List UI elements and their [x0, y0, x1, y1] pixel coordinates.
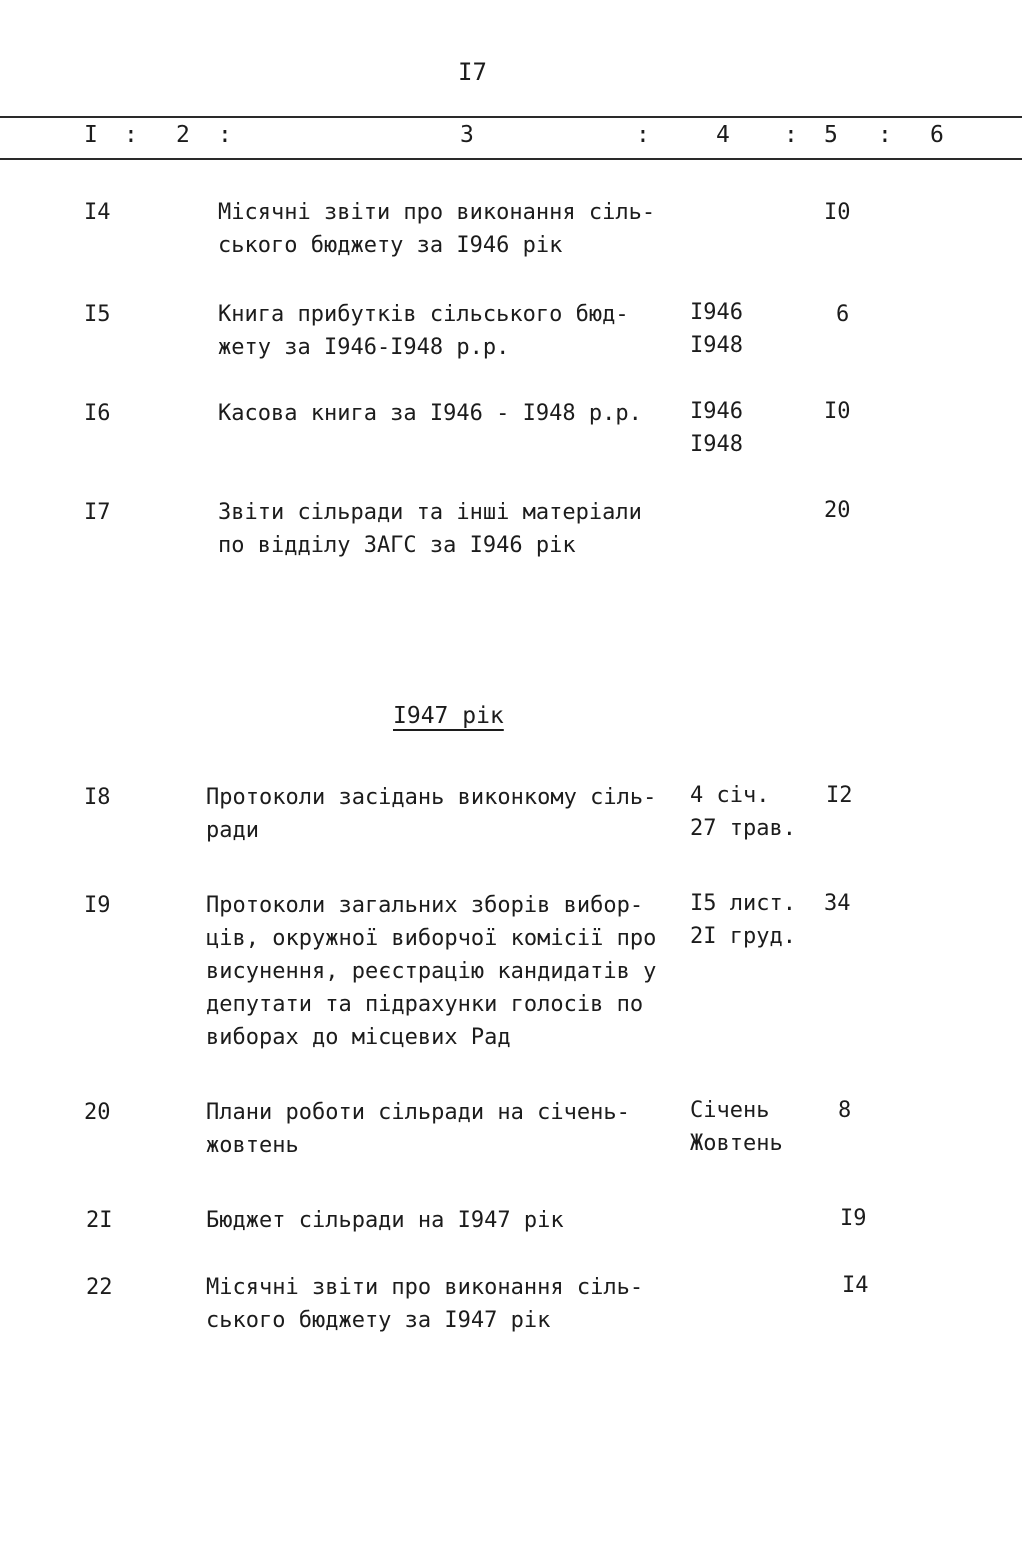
col-header-5: 5 [824, 122, 838, 148]
entry-sheet-count: I0 [824, 399, 851, 424]
entry-date-end: 27 трав. [690, 816, 796, 841]
col-separator: : [636, 122, 650, 148]
col-header-4: 4 [716, 122, 730, 148]
entry-title-line: Протоколи загальних зборів вибор- [206, 893, 644, 918]
entry-sheet-count: 6 [836, 302, 850, 327]
header-bottom-rule [0, 158, 1022, 160]
entry-number: 20 [84, 1100, 111, 1125]
entry-sheet-count: I0 [824, 200, 851, 225]
entry-date-end: Жовтень [690, 1131, 783, 1156]
entry-title-line: Плани роботи сільради на січень- [206, 1100, 630, 1125]
entry-number: 2I [86, 1208, 113, 1233]
entry-sheet-count: I2 [826, 783, 853, 808]
col-separator: : [124, 122, 138, 148]
entry-title-line: депутати та підрахунки голосів по [206, 992, 644, 1017]
entry-date-start: I5 лист. [690, 891, 796, 916]
entry-sheet-count: 34 [824, 891, 851, 916]
entry-title-line: Звіти сільради та інші матеріали [218, 500, 642, 525]
entry-number: I6 [84, 401, 111, 426]
entry-title-line: жовтень [206, 1133, 299, 1158]
entry-sheet-count: 20 [824, 498, 851, 523]
entry-date-end: I948 [690, 333, 743, 358]
entry-title-line: Місячні звіти про виконання сіль- [206, 1275, 644, 1300]
col-separator: : [218, 122, 232, 148]
entry-date-start: I946 [690, 399, 743, 424]
col-header-3: 3 [460, 122, 474, 148]
entry-title-line: по відділу ЗАГС за I946 рік [218, 533, 576, 558]
section-heading: I947 рік [393, 703, 504, 729]
entry-title-line: Книга прибутків сільського бюд- [218, 302, 629, 327]
page-number: I7 [458, 58, 487, 86]
entry-title-line: Бюджет сільради на I947 рік [206, 1208, 564, 1233]
entry-title-line: виборах до місцевих Рад [206, 1025, 511, 1050]
entry-number: I4 [84, 200, 111, 225]
entry-title-line: Касова книга за I946 - I948 р.р. [218, 401, 642, 426]
entry-title-line: ради [206, 818, 259, 843]
col-header-1: I [84, 122, 98, 148]
entry-number: I5 [84, 302, 111, 327]
entry-title-line: Протоколи засідань виконкому сіль- [206, 785, 657, 810]
entry-date-start: 4 січ. [690, 783, 770, 808]
col-separator: : [878, 122, 892, 148]
col-header-6: 6 [930, 122, 944, 148]
entry-title-line: ського бюджету за I947 рік [206, 1308, 551, 1333]
header-top-rule [0, 116, 1022, 118]
entry-sheet-count: I9 [840, 1206, 867, 1231]
entry-title-line: жету за I946-I948 р.р. [218, 335, 510, 360]
entry-date-start: Січень [690, 1098, 770, 1123]
entry-date-end: I948 [690, 432, 743, 457]
entry-number: I9 [84, 893, 111, 918]
entry-number: 22 [86, 1275, 113, 1300]
entry-date-start: I946 [690, 300, 743, 325]
entry-date-end: 2I груд. [690, 924, 796, 949]
entry-sheet-count: 8 [838, 1098, 852, 1123]
col-separator: : [784, 122, 798, 148]
entry-number: I8 [84, 785, 111, 810]
entry-title-line: висунення, реєстрацію кандидатів у [206, 959, 657, 984]
entry-title-line: ців, окружної виборчої комісії про [206, 926, 657, 951]
entry-title-line: Місячні звіти про виконання сіль- [218, 200, 656, 225]
col-header-2: 2 [176, 122, 190, 148]
entry-number: I7 [84, 500, 111, 525]
entry-sheet-count: I4 [842, 1273, 869, 1298]
entry-title-line: ського бюджету за I946 рік [218, 233, 563, 258]
